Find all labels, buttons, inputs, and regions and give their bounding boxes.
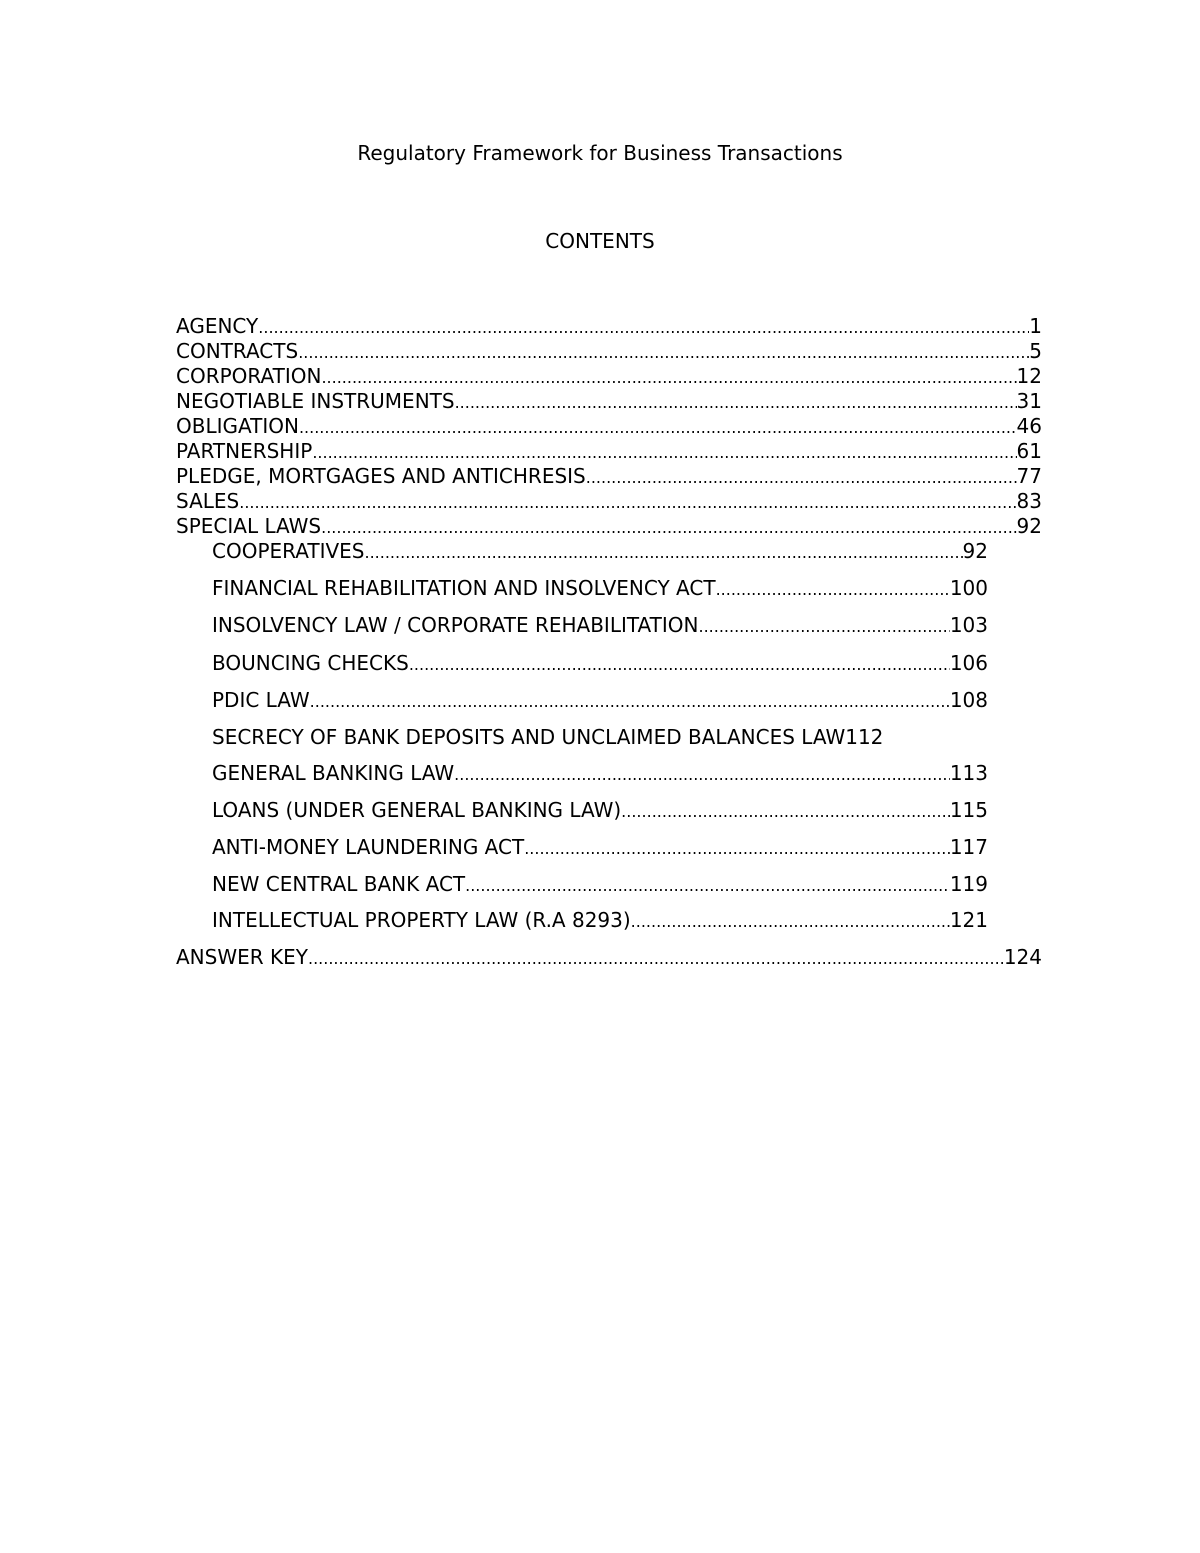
toc-entry-pdic-law[interactable] — [212, 687, 988, 715]
toc-page-number: 119 — [949, 872, 988, 896]
toc-entry-label: CORPORATION — [176, 364, 322, 388]
toc-entry-label: PLEDGE, MORTGAGES AND ANTICHRESIS — [176, 464, 586, 488]
toc-page-number: 31 — [1016, 389, 1042, 413]
toc-entry-cooperatives[interactable] — [212, 538, 988, 566]
toc-page-number: 92 — [962, 539, 988, 563]
toc-page-number: 115 — [949, 798, 988, 822]
toc-entry-financial-rehabilitation-insolvency-act[interactable] — [212, 575, 988, 603]
toc-page-number: 61 — [1016, 439, 1042, 463]
toc-entry-agency[interactable] — [176, 313, 1042, 341]
toc-page-number: 77 — [1016, 464, 1042, 488]
contents-heading: CONTENTS — [545, 229, 655, 253]
dot-leader — [454, 762, 950, 788]
toc-entry-label: NEW CENTRAL BANK ACT — [212, 872, 466, 896]
toc-entry-label: OBLIGATION — [176, 414, 299, 438]
toc-entry-label: NEGOTIABLE INSTRUMENTS — [176, 389, 455, 413]
toc-entry-obligation[interactable] — [176, 413, 1042, 441]
toc-entry-label: INSOLVENCY LAW / CORPORATE REHABILITATION — [212, 613, 699, 637]
toc-page-number: 100 — [949, 576, 988, 600]
toc-page-number: 112 — [845, 725, 884, 749]
toc-page-number: 1 — [1029, 314, 1042, 338]
document-title: Regulatory Framework for Business Transactions — [357, 141, 843, 165]
toc-entry-corporation[interactable] — [176, 363, 1042, 391]
toc-entry-loans-general-banking-law[interactable] — [212, 797, 988, 825]
toc-entry-label: PARTNERSHIP — [176, 439, 313, 463]
toc-entry-label: INTELLECTUAL PROPERTY LAW (R.A 8293) — [212, 908, 631, 932]
dot-leader — [621, 799, 950, 825]
toc-page-number: 46 — [1016, 414, 1042, 438]
dot-leader — [465, 873, 950, 899]
dot-leader — [698, 614, 949, 640]
toc-entry-label: SPECIAL LAWS — [176, 514, 322, 538]
toc-page-number: 113 — [949, 761, 988, 785]
toc-entry-label: AGENCY — [176, 314, 259, 338]
toc-entry-label: BOUNCING CHECKS — [212, 651, 409, 675]
toc-page-number: 83 — [1016, 489, 1042, 513]
toc-entry-special-laws[interactable] — [176, 513, 1042, 541]
toc-page-number: 117 — [949, 835, 988, 859]
dot-leader — [716, 577, 950, 603]
toc-entry-insolvency-law-corporate-rehabilitation[interactable] — [212, 612, 988, 640]
toc-entry-bouncing-checks[interactable] — [212, 650, 988, 678]
toc-page-number: 124 — [1003, 945, 1042, 969]
toc-page-number: 121 — [949, 908, 988, 932]
toc-page-number: 92 — [1016, 514, 1042, 538]
toc-entry-label: FINANCIAL REHABILITATION AND INSOLVENCY ACT — [212, 576, 716, 600]
dot-leader — [409, 652, 950, 678]
toc-entry-label: COOPERATIVES — [212, 539, 365, 563]
toc-page-number: 12 — [1016, 364, 1042, 388]
dot-leader — [365, 540, 963, 566]
toc-entry-label: SALES — [176, 489, 240, 513]
toc-entry-label: ANSWER KEY — [176, 945, 308, 969]
dot-leader — [310, 689, 950, 715]
toc-page-number: 108 — [949, 688, 988, 712]
toc-entry-anti-money-laundering-act[interactable] — [212, 834, 988, 862]
toc-page-number: 106 — [949, 651, 988, 675]
toc-entry-new-central-bank-act[interactable] — [212, 871, 988, 899]
toc-entry-answer-key[interactable] — [176, 944, 1042, 972]
toc-entry-pledge-mortgages-antichresis[interactable] — [176, 463, 1042, 491]
toc-entry-sales[interactable] — [176, 488, 1042, 516]
toc-entry-general-banking-law[interactable] — [212, 760, 988, 788]
toc-entry-label: ANTI-MONEY LAUNDERING ACT — [212, 835, 525, 859]
toc-page-number: 103 — [949, 613, 988, 637]
toc-entry-label: LOANS (UNDER GENERAL BANKING LAW) — [212, 798, 622, 822]
toc-page-number: 5 — [1029, 339, 1042, 363]
toc-entry-label: SECRECY OF BANK DEPOSITS AND UNCLAIMED BALANCES LAW — [212, 725, 846, 749]
toc-entry-label: PDIC LAW — [212, 688, 310, 712]
toc-entry-partnership[interactable] — [176, 438, 1042, 466]
dot-leader — [631, 909, 950, 935]
toc-entry-contracts[interactable] — [176, 338, 1042, 366]
dot-leader — [308, 946, 1004, 972]
toc-entry-label: GENERAL BANKING LAW — [212, 761, 455, 785]
dot-leader — [524, 836, 950, 862]
toc-entry-label: CONTRACTS — [176, 339, 299, 363]
toc-entry-secrecy-of-bank-deposits[interactable] — [212, 724, 883, 750]
toc-entry-negotiable-instruments[interactable] — [176, 388, 1042, 416]
toc-entry-intellectual-property-law[interactable] — [212, 907, 988, 935]
